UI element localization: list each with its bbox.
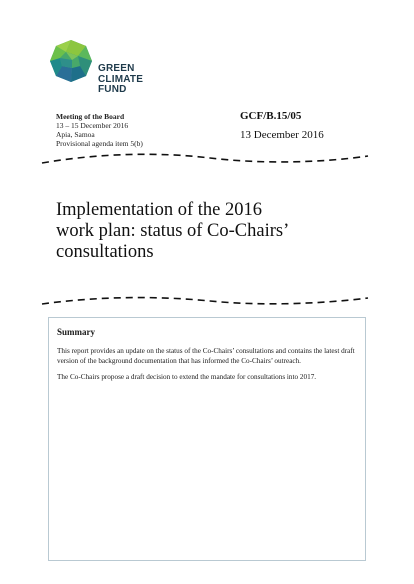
meeting-location: Apia, Samoa	[56, 130, 95, 139]
gcf-wordmark: GREEN CLIMATE FUND	[98, 63, 144, 95]
summary-paragraph-1: This report provides an update on the status of the Co-Chairs’ consultations and contains the latest draft version of the background documentation that has informed the Co-Chairs’ outreach.	[57, 347, 355, 366]
gcf-globe-icon	[48, 38, 94, 84]
document-title: Implementation of the 2016 work plan: status of Co-Chairs’ consultations	[56, 200, 290, 262]
summary-heading: Summary	[57, 327, 95, 337]
agenda-item: Provisional agenda item 5(b)	[56, 139, 143, 148]
dashed-divider-top	[40, 150, 370, 170]
meeting-dates: 13 – 15 December 2016	[56, 121, 129, 130]
meeting-name: Meeting of the Board	[56, 112, 125, 121]
dashed-divider-bottom	[40, 292, 370, 312]
summary-paragraph-2: The Co-Chairs propose a draft decision to extend the mandate for consultations into 2017.	[57, 373, 317, 382]
gcf-logo	[48, 38, 168, 98]
meeting-info	[56, 112, 143, 148]
summary-box	[48, 317, 366, 561]
document-date: 13 December 2016	[240, 129, 324, 141]
document-code: GCF/B.15/05	[240, 110, 302, 122]
